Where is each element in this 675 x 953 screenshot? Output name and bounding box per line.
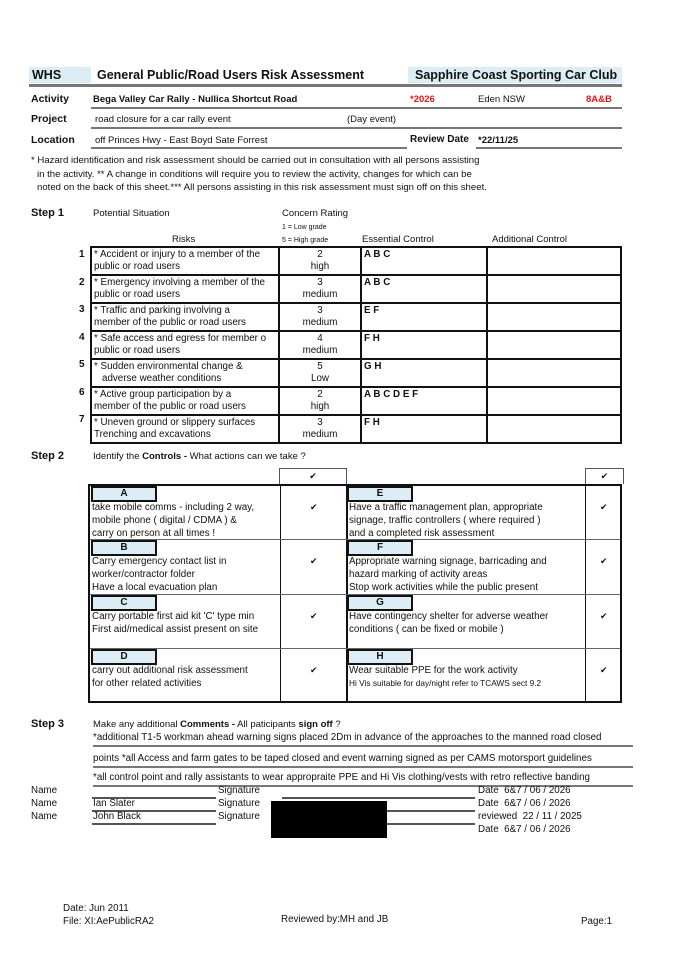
step3-prompt: Make any additional Comments - All paticipants sign off ? [93,719,341,730]
footer-page: Page:1 [581,916,613,927]
signature-line [282,797,475,799]
note-line-1: * Hazard identification and risk assessment should be carried out in consultation with all persons assisting [31,155,480,166]
review-date-label: Review Date [410,134,469,145]
date-label: Date 6&7 / 06 / 2026 [478,785,571,796]
name-label: Name [31,811,58,822]
review-date-value: *22/11/25 [478,135,519,146]
risk-text: member of the public or road users [94,317,246,328]
risk-text: adverse weather conditions [102,373,222,384]
risk-number: 5 [79,359,85,370]
date-value: 22 / 11 / 2025 [522,811,582,822]
essential-control-cell[interactable]: E F [361,303,487,331]
risk-text: * Sudden environmental change & [94,361,243,372]
control-tag-d: D [91,649,157,665]
location-label: Location [31,134,75,146]
additional-control-cell[interactable] [487,331,621,359]
control-tag-a: A [91,486,157,502]
step2-label: Step 2 [31,450,65,462]
concern-score: 2 [317,389,323,400]
date-value: 6&7 / 06 / 2026 [504,824,571,835]
risk-text: * Emergency involving a member of the [94,277,265,288]
project-label: Project [31,113,67,125]
col-risks: Risks [172,234,196,245]
table-row [91,331,621,359]
risk-number: 3 [79,304,85,315]
essential-control-cell[interactable]: G H [361,359,487,387]
table-row [91,387,621,415]
name-label: Name [31,785,58,796]
project-underline [91,127,622,129]
step1-label: Step 1 [31,207,65,219]
essential-control-cell[interactable]: F H [361,331,487,359]
risk-text: public or road users [94,289,181,300]
activity-year: *2026 [410,94,435,105]
control-b-checkbox[interactable]: ✔ [310,556,318,566]
concern-rating-label: Concern Rating [282,208,349,219]
risk-number: 1 [79,249,85,260]
page-title: General Public/Road Users Risk Assessment [97,68,365,82]
control-c-text: Carry portable first aid kit 'C' type min First aid/medical assist present on site [92,611,259,635]
concern-score: 3 [317,305,323,316]
high-grade-legend: 5 = High grade [282,237,329,244]
risk-text: * Traffic and parking involving a [94,305,230,316]
potential-situation-label: Potential Situation [93,208,170,219]
left-tick-header: ✔ [279,468,347,484]
col-additional-control: Additional Control [492,234,567,245]
comment-line-1[interactable]: *additional T1-5 workman ahead warning signs placed 2Dm in advance of the approaches to the manned road closed [93,732,602,743]
control-h-text: Wear suitable PPE for the work activity Hi Vis suitable for day/night refer to TCAWS sect 9.2 [349,665,542,688]
comment-line-2[interactable]: points *all Access and farm gates to be taped closed and event warning signed as per CAMS motorsport guidelines [93,753,592,764]
risk-text: member of the public or road users [94,401,246,412]
name-label: Name [31,798,58,809]
note-line-2: in the activity. ** A change in conditions will require you to review the activity, changes for which can be [37,168,472,180]
concern-level: Low [311,373,329,384]
control-tag-f: F [347,540,413,556]
control-a-text: take mobile comms - including 2 way, mobile phone ( digital / CDMA ) & carry on person at all times ! [92,502,255,539]
note-line-3: noted on the back of this sheet.*** All persons assisting in this risk assessment must sign off on this sheet. [37,182,487,193]
header-rule [29,84,622,87]
header-whs: WHS [32,68,62,82]
risk-text: * Uneven ground or slippery surfaces [94,417,256,428]
name-value[interactable]: Ian Slater [93,798,135,809]
activity-label: Activity [31,93,69,105]
concern-level: medium [302,429,338,440]
concern-score: 2 [317,249,323,260]
activity-underline [91,107,622,109]
footer-date: Date: Jun 2011 [63,903,129,914]
activity-code: 8A&B [586,94,612,105]
additional-control-cell[interactable] [487,387,621,415]
risk-number: 7 [79,414,85,425]
signature-label: Signature [218,811,260,822]
concern-level: medium [302,317,338,328]
concern-score: 5 [317,361,323,372]
risk-number: 6 [79,387,85,398]
date-label: Date 6&7 / 06 / 2026 [478,824,571,835]
control-e-checkbox[interactable]: ✔ [600,502,608,512]
redacted-signature [271,801,387,838]
step3-label: Step 3 [31,718,65,730]
review-date-underline [476,147,622,149]
project-value: road closure for a car rally event [95,114,231,125]
additional-control-cell[interactable] [487,275,621,303]
control-tag-g: G [347,595,413,611]
control-b-text: Carry emergency contact list in worker/contractor folder Have a local evacuation plan [92,556,227,593]
risk-text: * Active group participation by a [94,389,232,400]
table-row [91,275,621,303]
additional-control-cell[interactable] [487,247,621,275]
control-d-checkbox[interactable]: ✔ [310,665,318,675]
controls-table [88,484,622,703]
instructions-note [31,154,631,195]
step2-prompt: Identify the Controls - What actions can we take ? [93,451,306,462]
control-f-checkbox[interactable]: ✔ [600,556,608,566]
date-label: Date 6&7 / 06 / 2026 [478,798,571,809]
low-grade-legend: 1 = Low grade [282,224,327,231]
col-essential-control: Essential Control [362,234,434,245]
concern-score: 3 [317,277,323,288]
concern-level: medium [302,289,338,300]
additional-control-cell[interactable] [487,415,621,443]
risk-text: * Accident or injury to a member of the [94,249,261,260]
location-value: off Princes Hwy - East Boyd Sate Forrest [95,135,268,146]
comment-underline [93,745,633,747]
comment-underline [93,766,633,768]
concern-level: medium [302,345,338,356]
table-row [91,303,621,331]
additional-control-cell[interactable] [487,303,621,331]
risk-text: * Safe access and egress for member o [94,333,267,344]
name-value[interactable]: John Black [93,811,141,822]
date-value: 6&7 / 06 / 2026 [504,798,571,809]
comment-line-3[interactable]: *all control point and rally assistants to wear appropraite PPE and Hi Vis clothing/vests with retro reflective banding [93,772,590,783]
risk-text: Trenching and excavations [94,429,211,440]
table-row [91,247,621,275]
footer-file: File: XI:AePublicRA2 [63,916,154,927]
date-label: reviewed 22 / 11 / 2025 [478,811,582,822]
control-tag-h: H [347,649,413,665]
table-row [91,415,621,443]
additional-control-cell[interactable] [487,359,621,387]
signature-label: Signature [218,798,260,809]
concern-level: high [310,261,330,272]
control-tag-c: C [91,595,157,611]
project-note: (Day event) [347,114,397,125]
essential-control-cell[interactable]: A B C [361,247,487,275]
activity-place: Eden NSW [478,94,525,105]
risk-number: 2 [79,277,85,288]
essential-control-cell[interactable]: F H [361,415,487,443]
risk-text: public or road users [94,261,181,272]
date-value: 6&7 / 06 / 2026 [504,785,571,796]
footer-reviewed: Reviewed by:MH and JB [281,914,389,925]
control-g-text: Have contingency shelter for adverse weather conditions ( can be fixed or mobile ) [349,611,549,635]
risk-table [90,246,622,444]
control-tag-e: E [347,486,413,502]
concern-level: high [310,401,330,412]
control-d-text: carry out additional risk assessment for other related activities [92,665,248,689]
location-underline [91,147,407,149]
signature-label: Signature [218,785,260,796]
concern-score: 3 [317,417,323,428]
control-c-checkbox[interactable]: ✔ [310,611,318,621]
control-e-text: Have a traffic management plan, appropriate signage, traffic controllers ( where required ) and a completed risk assessment [349,502,543,539]
table-row [91,359,621,387]
control-f-text: Appropriate warning signage, barricading and hazard marking of activity areas Stop work activities while the public present [349,556,547,593]
control-a-checkbox[interactable]: ✔ [310,502,318,512]
right-tick-header: ✔ [585,468,624,484]
concern-score: 4 [317,333,323,344]
risk-number: 4 [79,332,85,343]
risk-text: public or road users [94,345,181,356]
essential-control-cell[interactable]: A B C [361,275,487,303]
control-g-checkbox[interactable]: ✔ [600,611,608,621]
control-h-checkbox[interactable]: ✔ [600,665,608,675]
essential-control-cell[interactable]: A B C D E F [361,387,487,415]
control-tag-b: B [91,540,157,556]
activity-value: Bega Valley Car Rally - Nullica Shortcut Road [93,94,298,105]
club-name: Sapphire Coast Sporting Car Club [415,68,618,82]
